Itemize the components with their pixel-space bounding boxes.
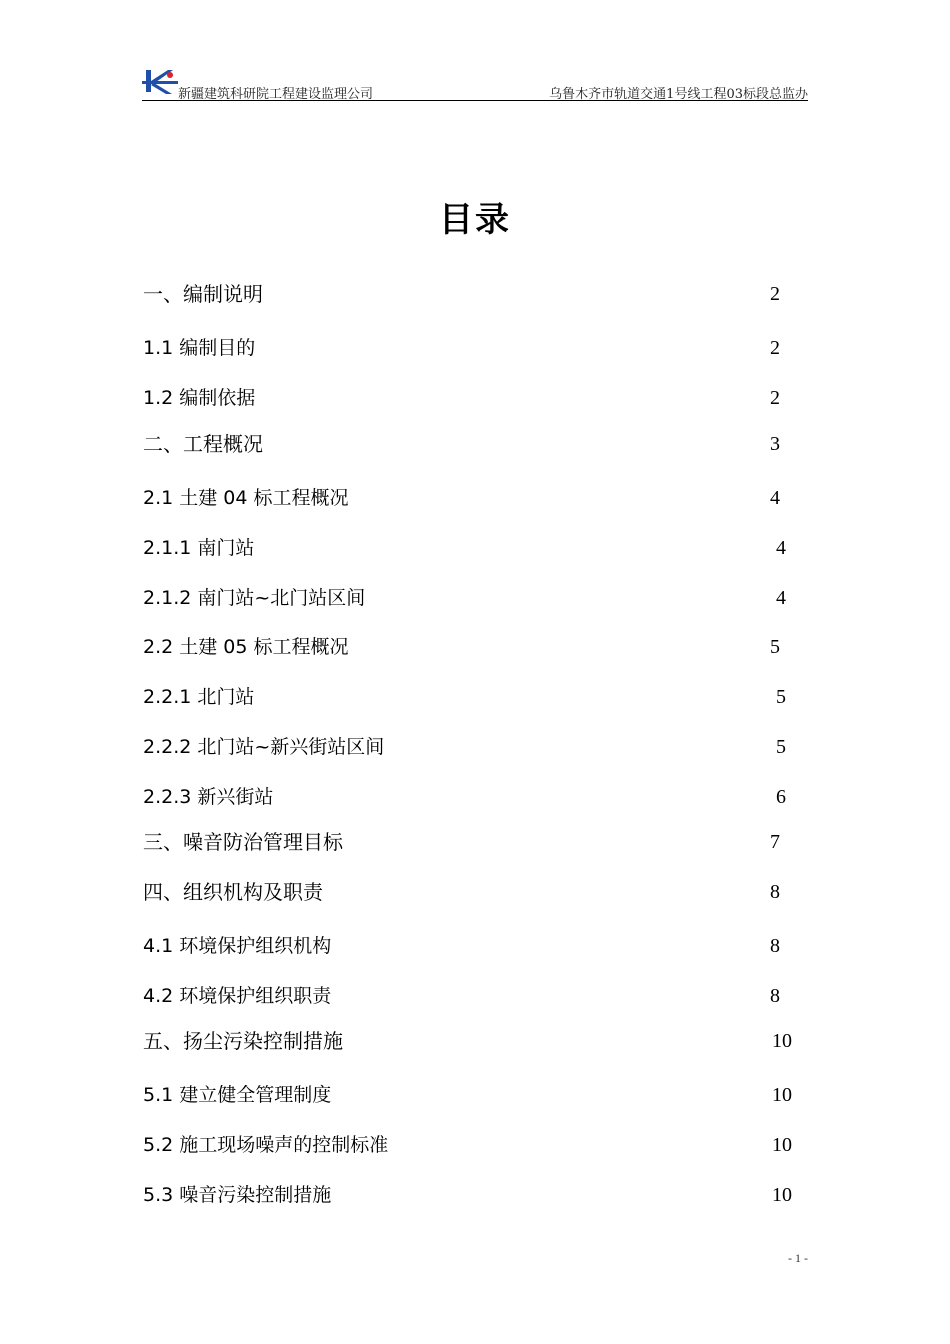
toc-entry[interactable] <box>143 782 803 812</box>
toc-entry[interactable] <box>143 682 803 712</box>
toc-entry-page: 7 <box>770 831 780 853</box>
toc-entry[interactable] <box>143 981 803 1011</box>
toc-entry[interactable] <box>143 1130 803 1160</box>
toc-entry-label: 4.1 环境保护组织机构 <box>143 935 332 957</box>
toc-entry-page: 2 <box>770 283 780 305</box>
toc-entry-label: 5.3 噪音污染控制措施 <box>143 1184 332 1206</box>
toc-entry[interactable] <box>143 483 803 513</box>
toc-entry-label: 1.2 编制依据 <box>143 387 256 409</box>
toc-entry-page: 6 <box>776 786 786 808</box>
toc-entry-label: 2.2.1 北门站 <box>143 686 255 708</box>
toc-entry[interactable] <box>143 931 803 961</box>
toc-entry-page: 10 <box>772 1084 792 1106</box>
toc-entry-label: 2.1.1 南门站 <box>143 537 255 559</box>
toc-entry[interactable] <box>143 1180 803 1210</box>
toc-entry-label: 五、扬尘污染控制措施 <box>143 1029 343 1053</box>
toc-entry-label: 二、工程概况 <box>143 432 263 456</box>
header-divider <box>142 100 808 101</box>
toc-entry-label: 2.2.2 北门站~新兴街站区间 <box>143 736 385 758</box>
company-logo-icon <box>142 66 178 96</box>
toc-entry[interactable] <box>143 429 803 459</box>
toc-entry[interactable] <box>143 383 803 413</box>
toc-entry-label: 2.2.3 新兴街站 <box>143 786 274 808</box>
toc-entry-label: 2.2 土建 05 标工程概况 <box>143 636 349 658</box>
toc-entry-page: 8 <box>770 985 780 1007</box>
page-header <box>142 66 808 100</box>
toc-entry[interactable] <box>143 877 803 907</box>
toc-entry-page: 5 <box>770 636 780 658</box>
toc-entry[interactable] <box>143 1026 803 1056</box>
toc-entry[interactable] <box>143 632 803 662</box>
toc-entry-label: 5.2 施工现场噪声的控制标准 <box>143 1134 389 1156</box>
toc-entry-page: 10 <box>772 1030 792 1052</box>
toc-entry-label: 三、噪音防治管理目标 <box>143 830 343 854</box>
toc-entry[interactable] <box>143 1080 803 1110</box>
toc-entry-label: 5.1 建立健全管理制度 <box>143 1084 332 1106</box>
toc-entry[interactable] <box>143 279 803 309</box>
project-name: 乌鲁木齐市轨道交通1号线工程03标段总监办 <box>549 87 808 102</box>
page-title: 目录 <box>439 200 511 240</box>
toc-entry-label: 1.1 编制目的 <box>143 337 256 359</box>
toc-entry-page: 2 <box>770 337 780 359</box>
toc-entry-page: 3 <box>770 433 780 455</box>
toc-entry-label: 四、组织机构及职责 <box>143 880 323 904</box>
toc-entry[interactable] <box>143 333 803 363</box>
toc-entry-label: 4.2 环境保护组织职责 <box>143 985 332 1007</box>
toc-entry-page: 4 <box>770 487 780 509</box>
toc-entry-page: 5 <box>776 736 786 758</box>
toc-entry[interactable] <box>143 583 803 613</box>
toc-entry[interactable] <box>143 533 803 563</box>
toc-entry[interactable] <box>143 732 803 762</box>
toc-entry-page: 2 <box>770 387 780 409</box>
toc-entry-page: 8 <box>770 881 780 903</box>
page-number: - 1 - <box>788 1251 808 1265</box>
toc-entry-page: 4 <box>776 587 786 609</box>
toc-entry-page: 4 <box>776 537 786 559</box>
toc-entry[interactable] <box>143 827 803 857</box>
toc-entry-page: 10 <box>772 1134 792 1156</box>
toc-entry-label: 2.1.2 南门站~北门站区间 <box>143 587 366 609</box>
toc-entry-page: 10 <box>772 1184 792 1206</box>
toc-entry-page: 8 <box>770 935 780 957</box>
company-name: 新疆建筑科研院工程建设监理公司 <box>178 87 374 102</box>
toc-entry-page: 5 <box>776 686 786 708</box>
toc-entry-label: 一、编制说明 <box>143 282 263 306</box>
toc-entry-label: 2.1 土建 04 标工程概况 <box>143 487 349 509</box>
